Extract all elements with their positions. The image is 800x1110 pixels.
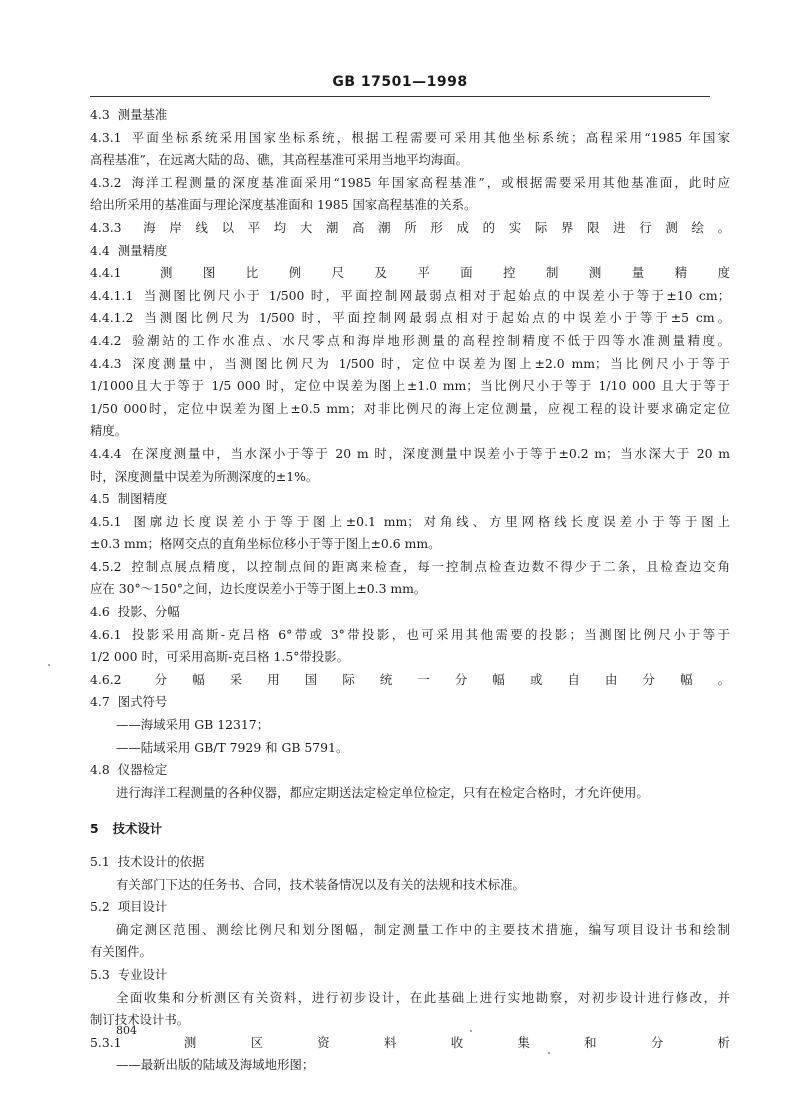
line-text: 投影、分幅 <box>117 604 180 620</box>
line-text: 专业设计 <box>117 966 168 982</box>
line-text: 项目设计 <box>117 899 168 915</box>
section-heading <box>90 601 730 624</box>
section-heading <box>90 240 730 263</box>
section-heading <box>90 964 730 987</box>
line-text: 有关图件。 <box>90 944 152 960</box>
section-heading <box>90 691 730 714</box>
line-text: ——海域采用 GB 12317； <box>116 717 270 733</box>
line-text: 仪器检定 <box>117 762 168 778</box>
line-text: 1/50 000时，定位中误差为图上±0.5 mm；对非比例尺的海上定位测量，应视工程的设计要求确定定位 <box>90 400 730 416</box>
scan-speck <box>548 1052 550 1054</box>
clause-number: 4.5.2 <box>90 558 122 574</box>
clause-number: 4.5.1 <box>90 513 122 529</box>
section-heading <box>90 851 730 874</box>
line-text: 验潮站的工作水准点、水尺零点和海岸地形测量的高程控制精度不低于四等水准测量精度。 <box>129 332 730 348</box>
line-text: ——最新出版的陆域及海域地形图； <box>116 1057 315 1073</box>
document-body <box>90 104 730 1077</box>
line-text: 图式符号 <box>117 694 168 710</box>
text-line <box>90 353 730 376</box>
clause-number: 4.4 <box>90 242 110 258</box>
clause-number: 5 <box>90 821 99 837</box>
clause-number: 4.6 <box>90 604 110 620</box>
line-text: 应在 30°～150°之间，边长度误差小于等于图上±0.3 mm。 <box>90 581 427 597</box>
line-text: 测量精度 <box>117 242 168 258</box>
clause-number: 4.4.2 <box>90 332 122 348</box>
clause-number: 4.6.2 <box>90 671 122 687</box>
line-text: ±0.3 mm；格网交点的直角坐标位移小于等于图上±0.6 mm。 <box>90 536 441 552</box>
section-heading <box>90 896 730 919</box>
line-text: 分幅采用国际统一分幅或自由分幅。 <box>129 671 730 687</box>
text-line <box>90 194 730 217</box>
text-line <box>90 443 730 466</box>
line-text: ——陆域采用 GB/T 7929 和 GB 5791。 <box>116 739 349 755</box>
line-text: 制订技术设计书。 <box>90 1012 190 1028</box>
text-line <box>90 1032 730 1055</box>
line-text: 1/1000且大于等于 1/5 000 时，定位中误差为图上±1.0 mm；当比例尺小于等于 1/10 000 且大于等于 <box>90 378 730 394</box>
text-line <box>90 919 730 942</box>
line-text: 给出所采用的基准面与理论深度基准面和 1985 国家高程基准的关系。 <box>90 197 477 213</box>
clause-number: 5.3.1 <box>90 1034 122 1050</box>
line-text: 投影采用高斯-克吕格 6°带或 3°带投影，也可采用其他需要的投影；当测图比例尺小于等于 <box>129 626 730 642</box>
line-text: 高程基准”，在远离大陆的岛、礁，其高程基准可采用当地平均海面。 <box>90 152 469 168</box>
text-line <box>90 511 730 534</box>
line-text: 图廓边长度误差小于等于图上±0.1 mm；对角线、方里网格线长度误差小于等于图上 <box>129 513 730 529</box>
line-text: 在深度测量中，当水深小于等于 20 m 时，深度测量中误差小于等于±0.2 m；当水深大于 20 m <box>129 445 730 461</box>
text-line <box>90 624 730 647</box>
clause-number: 5.2 <box>90 899 110 915</box>
text-line <box>90 1009 730 1032</box>
line-text: 海岸线以平均大潮高潮所形成的实际界限进行测绘。 <box>129 219 730 235</box>
line-text: 深度测量中，当测图比例尺为 1/500 时，定位中误差为图上±2.0 mm；当比例尺小于等于 <box>129 355 730 371</box>
text-line <box>90 172 730 195</box>
clause-number: 4.7 <box>90 694 110 710</box>
line-text: 测区资料收集和分析 <box>129 1034 730 1050</box>
text-line <box>90 285 730 308</box>
section-heading <box>90 104 730 127</box>
line-text: 当测图比例尺为 1/500 时，平面控制网最弱点相对于起始点的中误差小于等于±5 cm。 <box>141 310 730 326</box>
text-line <box>90 782 730 805</box>
text-line <box>90 987 730 1010</box>
text-line <box>90 669 730 692</box>
text-line <box>90 578 730 601</box>
text-line <box>90 262 730 285</box>
line-text: 当测图比例尺小于 1/500 时，平面控制网最弱点相对于起始点的中误差小于等于±10 cm； <box>141 287 730 303</box>
text-line <box>90 466 730 489</box>
clause-number: 4.5 <box>90 491 110 507</box>
clause-number: 4.4.3 <box>90 355 122 371</box>
clause-number: 4.6.1 <box>90 626 122 642</box>
clause-number: 4.3 <box>90 107 110 122</box>
line-text: 技术设计 <box>112 821 163 837</box>
line-text: 控制点展点精度，以控制点间的距离来检查，每一控制点检查边数不得少于二条，且检查边交角 <box>129 558 730 574</box>
text-line <box>90 375 730 398</box>
header-rule <box>90 96 710 97</box>
text-line <box>90 1054 730 1077</box>
clause-number: 5.3 <box>90 966 110 982</box>
chapter-heading <box>90 818 730 841</box>
clause-number: 4.3.2 <box>90 174 122 190</box>
text-line <box>90 714 730 737</box>
line-text: 测图比例尺及平面控制测量精度 <box>129 265 730 281</box>
clause-number: 4.8 <box>90 762 110 778</box>
clause-number: 5.1 <box>90 854 110 869</box>
text-line <box>90 556 730 579</box>
section-heading <box>90 488 730 511</box>
line-text: 有关部门下达的任务书、合同，技术装备情况以及有关的法规和技术标准。 <box>116 876 525 892</box>
line-text: 海洋工程测量的深度基准面采用“1985 年国家高程基准”，或根据需要采用其他基准面，此时应 <box>129 174 730 190</box>
line-text: 1/2 000 时，可采用高斯-克吕格 1.5°带投影。 <box>90 649 349 665</box>
text-line <box>90 420 730 443</box>
line-text: 时，深度测量中误差为所测深度的±1%。 <box>90 468 319 484</box>
text-line <box>90 533 730 556</box>
line-text: 测量基准 <box>117 107 168 122</box>
text-line <box>90 330 730 353</box>
text-line <box>90 646 730 669</box>
clause-number: 4.4.1.1 <box>90 287 134 303</box>
clause-number: 4.4.4 <box>90 445 122 461</box>
line-text: 制图精度 <box>117 491 168 507</box>
text-line <box>90 307 730 330</box>
scan-speck <box>470 1030 472 1032</box>
section-heading <box>90 759 730 782</box>
clause-number: 4.3.1 <box>90 129 122 145</box>
text-line <box>90 398 730 421</box>
line-text: 精度。 <box>90 423 128 439</box>
page-number: 804 <box>116 1024 137 1037</box>
clause-number: 4.4.1 <box>90 265 122 281</box>
text-line <box>90 737 730 760</box>
text-line <box>90 941 730 964</box>
clause-number: 4.4.1.2 <box>90 310 134 326</box>
page-header: GB 17501—1998 <box>332 74 468 90</box>
line-text: 进行海洋工程测量的各种仪器，都应定期送法定检定单位检定，只有在检定合格时，才允许使用。 <box>116 784 649 800</box>
text-line <box>90 217 730 240</box>
line-text: 技术设计的依据 <box>117 854 205 869</box>
line-text: 平面坐标系统采用国家坐标系统，根据工程需要可采用其他坐标系统；高程采用“1985 年国家 <box>129 129 730 145</box>
scan-speck <box>48 664 50 666</box>
text-line <box>90 874 730 897</box>
text-line <box>90 127 730 150</box>
line-text: 全面收集和分析测区有关资料，进行初步设计，在此基础上进行实地勘察，对初步设计进行修改，并 <box>116 989 730 1005</box>
text-line <box>90 149 730 172</box>
clause-number: 4.3.3 <box>90 219 122 235</box>
line-text: 确定测区范围、测绘比例尺和划分图幅，制定测量工作中的主要技术措施，编写项目设计书和绘制 <box>116 921 730 937</box>
